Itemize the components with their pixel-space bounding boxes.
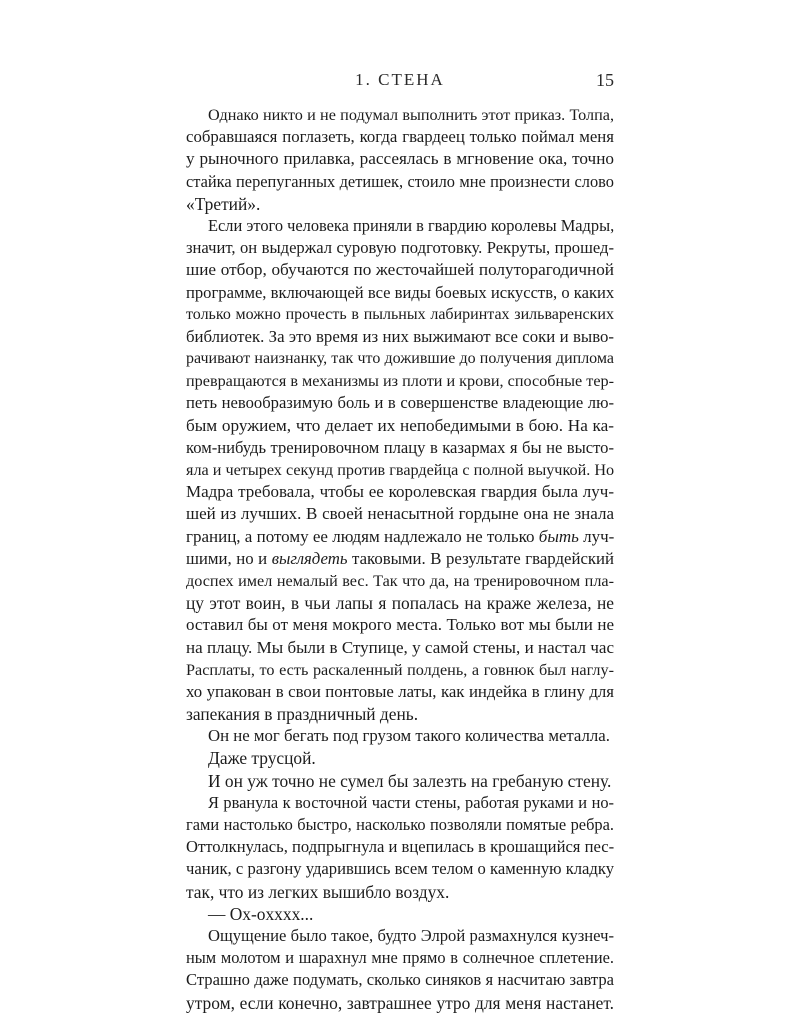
text-line: утром, если конечно, завтрашнее утро для меня настанет. bbox=[186, 992, 614, 1013]
text-line: программе, включающей все виды боевых искусств, о каких bbox=[186, 282, 614, 302]
text-line: стайка перепуганных детишек, стоило мне произнести слово bbox=[186, 171, 614, 191]
text-line: ком-нибудь тренировочном плацу в казармах я бы не высто- bbox=[186, 437, 614, 457]
text-line: «Третий». bbox=[186, 193, 261, 214]
text-line: так, что из легких вышибло воздух. bbox=[186, 881, 450, 902]
text-line: Однако никто и не подумал выполнить этот приказ. Толпа, bbox=[208, 106, 614, 124]
text-line: шие отбор, обучаются по жесточайшей полуторагодичной bbox=[186, 260, 614, 280]
text-line: петь невообразимую боль и в совершенстве владеющие лю- bbox=[186, 393, 614, 413]
text-line: значит, он выдержал суровую подготовку. Рекруты, прошед- bbox=[186, 238, 614, 258]
text-line: бым оружием, что делает их непобедимыми в бою. На ка- bbox=[186, 415, 614, 435]
text-line: границ, а потому ее людям надлежало не только быть луч- bbox=[186, 526, 614, 546]
body-text bbox=[186, 104, 614, 1014]
text-line: запекания в праздничный день. bbox=[186, 704, 419, 725]
text-line: И он уж точно не сумел бы залезть на гребаную стену. bbox=[208, 770, 612, 791]
page-number: 15 bbox=[596, 70, 614, 90]
text-line: библиотек. За это время из них выжимают все соки и выво- bbox=[186, 326, 614, 346]
text-line: собравшаяся поглазеть, когда гвардеец только поймал меня bbox=[186, 127, 614, 147]
text-line: у рыночного прилавка, рассеялась в мгновение ока, точно bbox=[186, 149, 614, 169]
text-line: шими, но и выглядеть таковыми. В результате гвардейский bbox=[186, 548, 614, 568]
chapter-title: 1. СТЕНА bbox=[355, 70, 445, 89]
text-line: Мадра требовала, чтобы ее королевская гвардия была луч- bbox=[186, 482, 614, 502]
text-line: цу этот воин, в чьи лапы я попалась на краже железа, не bbox=[186, 593, 614, 614]
text-line: гами настолько быстро, насколько позволяли помятые ребра. bbox=[186, 815, 614, 834]
text-line: только можно прочесть в пыльных лабиринтах зильваренских bbox=[186, 305, 614, 323]
text-line: шей из лучших. В своей ненасытной гордыне она не знала bbox=[186, 504, 614, 524]
text-line: превращаются в механизмы из плоти и крови, способные тер- bbox=[186, 372, 614, 391]
text-line: яла и четырех секунд против гвардейца с полной выучкой. Но bbox=[186, 461, 614, 479]
text-line: хо упакован в свои понтовые латы, как индейка в глину для bbox=[186, 681, 614, 701]
text-line: на плацу. Мы были в Ступице, у самой стены, и настал час bbox=[186, 637, 614, 657]
text-line: Страшно даже подумать, сколько синяков я насчитаю завтра bbox=[186, 970, 614, 990]
text-line: рачивают наизнанку, так что дожившие до получения диплома bbox=[186, 350, 614, 368]
text-line: — Ох-оxxxx... bbox=[208, 903, 314, 924]
text-line: Даже трусцой. bbox=[208, 748, 316, 769]
text-line: Расплаты, то есть раскаленный полдень, а говнюк был наглу- bbox=[186, 660, 614, 679]
text-line: ным молотом и шарахнул мне прямо в солнечное сплетение. bbox=[186, 948, 614, 968]
text-line: чаник, с разгону ударившись всем телом о каменную кладку bbox=[186, 859, 614, 879]
text-line: Оттолкнулась, подпрыгнула и вцепилась в крошащийся пес- bbox=[186, 837, 614, 857]
text-line: Если этого человека приняли в гвардию королевы Мадры, bbox=[208, 215, 614, 235]
text-line: доспех имел немалый вес. Так что да, на тренировочном пла- bbox=[186, 571, 614, 590]
text-line: Ощущение было такое, будто Элрой размахнулся кузнеч- bbox=[208, 925, 614, 945]
text-line: оставил бы от меня мокрого места. Только вот мы были не bbox=[186, 615, 614, 635]
running-head bbox=[186, 70, 614, 94]
text-line: Он не мог бегать под грузом такого количества металла. bbox=[208, 726, 610, 746]
text-line: Я рванула к восточной части стены, работая руками и но- bbox=[208, 792, 614, 812]
